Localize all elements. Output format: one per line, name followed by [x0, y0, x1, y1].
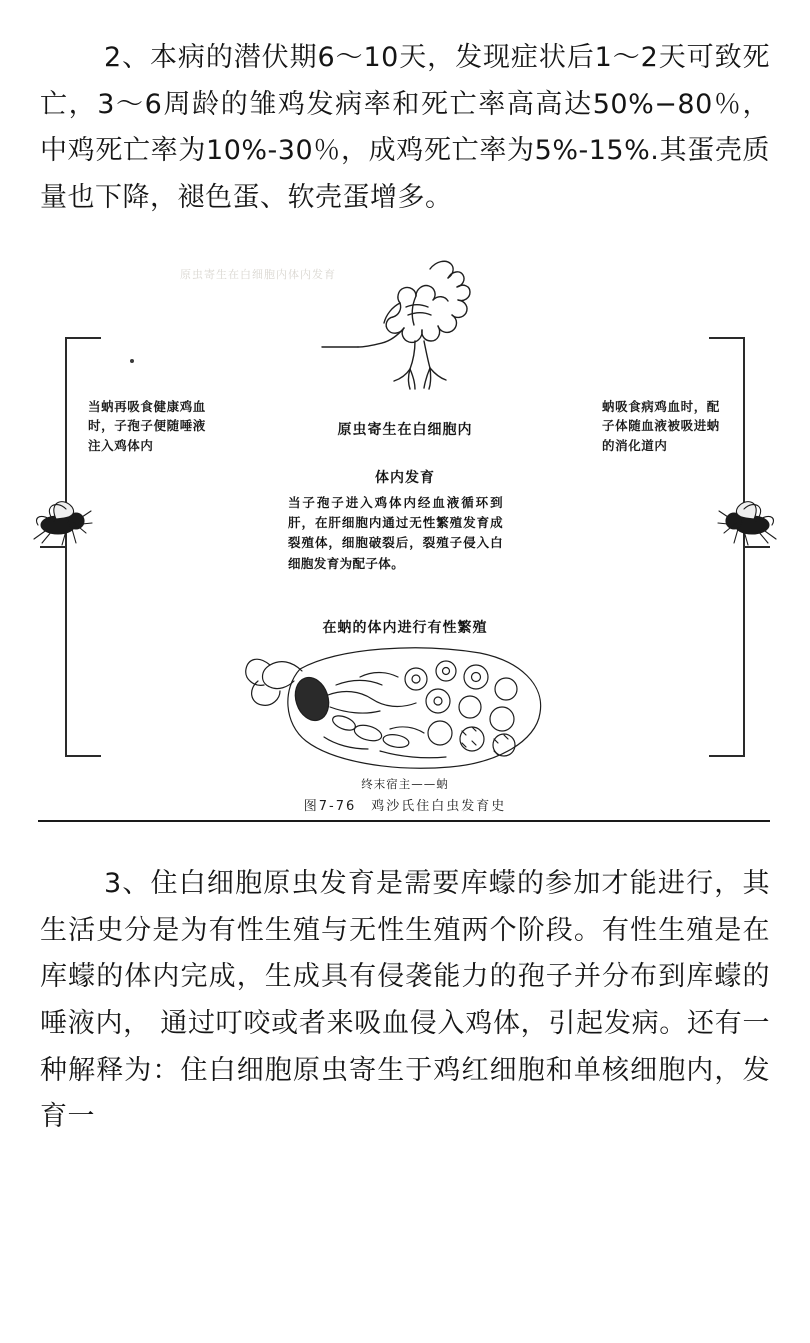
liver-sporogony-illustration: [240, 641, 560, 776]
figure-right-label: 蚋吸食病鸡血时，配子体随血液被吸进蚋的消化道内: [602, 398, 720, 453]
chicken-icon: [312, 255, 502, 415]
figure-divider-rule: [38, 820, 770, 822]
left-bracket-bottom-arm: [65, 755, 101, 757]
midge-fly-icon-right: [704, 489, 782, 551]
figure-center-title-2: 体内发育: [375, 469, 435, 486]
figure-left-label: 当蚋再吸食健康鸡血时，子孢子便随唾液注入鸡体内: [88, 398, 206, 453]
ink-speck: [130, 359, 134, 363]
figure-center-title-3: 在蚋的体内进行有性繁殖: [322, 619, 488, 636]
figure-host-label: 终末宿主——蚋: [361, 776, 449, 791]
figure-lifecycle-diagram: [40, 249, 770, 834]
figure-center-body: 当子孢子进入鸡体内经血液循环到肝，在肝细胞内通过无性繁殖发育成裂殖体，细胞破裂后，裂殖子侵入白细胞发育为配子体。: [288, 494, 503, 571]
figure-center-title-1: 原虫寄生在白细胞内: [337, 421, 473, 438]
figure-ghost-text: 原虫寄生在白细胞内体内发育: [180, 267, 336, 281]
right-bracket-bottom-arm: [709, 755, 745, 757]
document-page: [0, 27, 810, 1343]
figure-caption: 图7-76 鸡沙氏住白虫发育史: [303, 798, 507, 814]
paragraph-2: 2、本病的潜伏期6～10天，发现症状后1～2天可致死亡，3～6周龄的雏鸡发病率和死亡率高高达50%−80％，中鸡死亡率为10%-30％，成鸡死亡率为5%-15%.其蛋壳质量也下降，褪色蛋、软壳蛋增多。: [40, 42, 770, 214]
paragraph-3: 3、住白细胞原虫发育是需要库蠓的参加才能进行，其生活史分是为有性生殖与无性生殖两个阶段。有性生殖是在库蠓的体内完成，生成具有侵袭能力的孢子并分布到库蠓的唾液内， 通过叮咬或者来吸血侵入鸡体，引起发病。还有一种解释为：住白细胞原虫寄生于鸡红细胞和单核细胞内，发育一: [40, 867, 770, 1133]
right-bracket-top-arm: [709, 337, 745, 339]
midge-fly-icon-left: [28, 489, 106, 551]
left-bracket-top-arm: [65, 337, 101, 339]
